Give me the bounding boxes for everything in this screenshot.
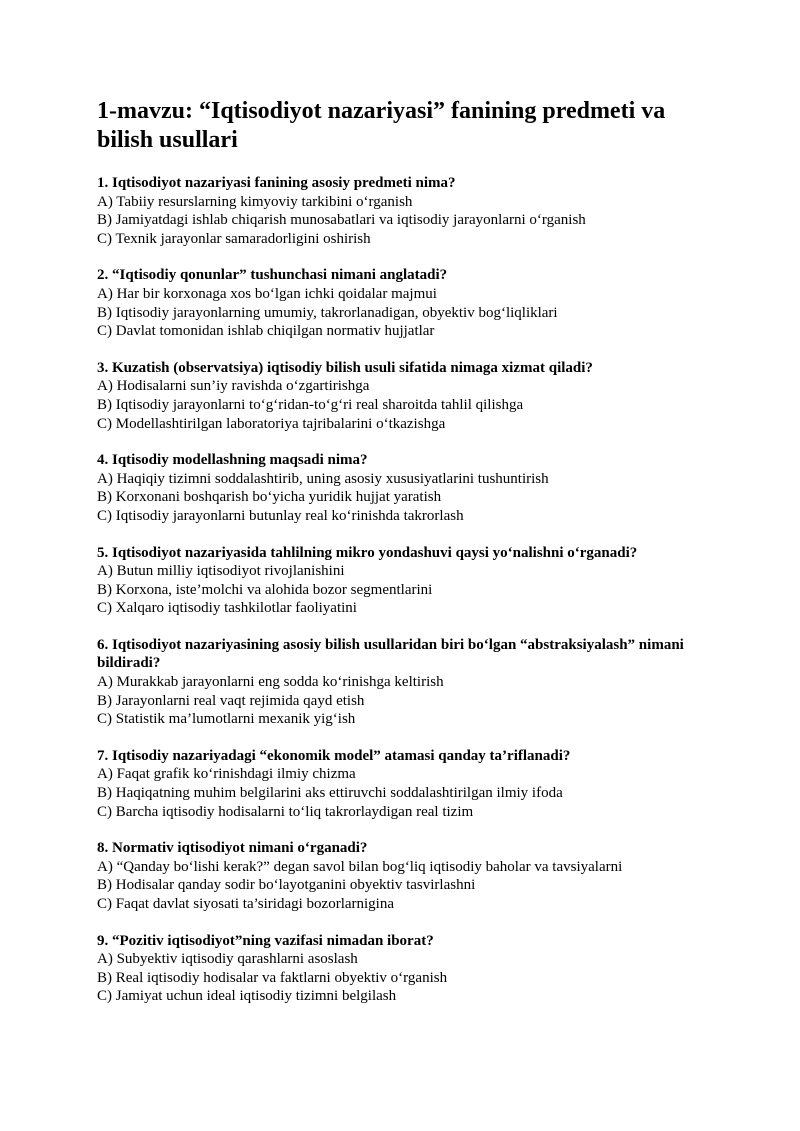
question-9 <box>97 932 717 1006</box>
answer-option-a: A) “Qanday boʻlishi kerak?” degan savol bilan bogʻliq iqtisodiy baholar va tavsiyalarni <box>97 858 623 875</box>
answer-option-c: C) Barcha iqtisodiy hodisalarni toʻliq takrorlaydigan real tizim <box>97 803 474 820</box>
question-text: 8. Normativ iqtisodiyot nimani oʻrganadi? <box>97 840 368 857</box>
answer-option-b: B) Korxona, iste’molchi va alohida bozor segmentlarini <box>97 581 433 598</box>
answer-option-a: A) Murakkab jarayonlarni eng sodda koʻrinishga keltirish <box>97 674 444 691</box>
answer-option-a: A) Butun milliy iqtisodiyot rivojlanishini <box>97 563 345 580</box>
answer-option-b: B) Korxonani boshqarish boʻyicha yuridik hujjat yaratish <box>97 489 442 506</box>
answer-option-c: C) Faqat davlat siyosati ta’siridagi bozorlarnigina <box>97 896 395 912</box>
question-text: 3. Kuzatish (observatsiya) iqtisodiy bilish usuli sifatida nimaga xizmat qiladi? <box>97 359 593 376</box>
document-page <box>97 97 717 1024</box>
document-title: 1-mavzu: “Iqtisodiyot nazariyasi” fanining predmeti va bilish usullari <box>97 98 666 153</box>
answer-option-a: A) Subyektiv iqtisodiy qarashlarni asoslash <box>97 951 358 968</box>
question-text: 9. “Pozitiv iqtisodiyot”ning vazifasi nimadan iborat? <box>97 932 434 949</box>
question-1 <box>97 174 717 248</box>
answer-option-b: B) Iqtisodiy jarayonlarni toʻgʻridan-toʻgʻri real sharoitda tahlil qilishga <box>97 396 524 413</box>
answer-option-a: A) Hodisalarni sun’iy ravishda oʻzgartirishga <box>97 378 370 395</box>
question-3 <box>97 359 717 433</box>
answer-option-c: C) Modellashtirilgan laboratoriya tajribalarini oʻtkazishga <box>97 415 446 432</box>
question-2 <box>97 266 717 340</box>
question-8 <box>97 839 717 913</box>
answer-option-a: A) Tabiiy resurslarning kimyoviy tarkibini oʻrganish <box>97 193 413 210</box>
question-4 <box>97 451 717 525</box>
question-text: 7. Iqtisodiy nazariyadagi “ekonomik model” atamasi qanday ta’riflanadi? <box>97 747 571 764</box>
answer-option-c: C) Iqtisodiy jarayonlarni butunlay real koʻrinishda takrorlash <box>97 507 464 524</box>
answer-option-b: B) Jamiyatdagi ishlab chiqarish munosabatlari va iqtisodiy jarayonlarni oʻrganish <box>97 212 586 229</box>
question-text: 2. “Iqtisodiy qonunlar” tushunchasi nimani anglatadi? <box>97 267 448 284</box>
question-text: 5. Iqtisodiyot nazariyasida tahlilning mikro yondashuvi qaysi yoʻnalishni oʻrganadi? <box>97 544 638 561</box>
question-text: 4. Iqtisodiy modellashning maqsadi nima? <box>97 452 368 469</box>
answer-option-c: C) Texnik jarayonlar samaradorligini oshirish <box>97 230 371 247</box>
question-text: 6. Iqtisodiyot nazariyasining asosiy bilish usullaridan biri boʻlgan “abstraksiyalash” nimani bildiradi? <box>97 636 684 672</box>
answer-option-c: C) Jamiyat uchun ideal iqtisodiy tizimni belgilash <box>97 988 397 1005</box>
answer-option-b: B) Haqiqatning muhim belgilarini aks ettiruvchi soddalashtirilgan ilmiy ifoda <box>97 785 563 802</box>
answer-option-b: B) Iqtisodiy jarayonlarning umumiy, takrorlanadigan, obyektiv bogʻliqliklari <box>97 304 558 321</box>
answer-option-b: B) Real iqtisodiy hodisalar va faktlarni obyektiv oʻrganish <box>97 969 448 986</box>
question-6 <box>97 636 717 729</box>
answer-option-c: C) Statistik ma’lumotlarni mexanik yigʻish <box>97 711 356 728</box>
answer-option-a: A) Haqiqiy tizimni soddalashtirib, uning asosiy xususiyatlarini tushuntirish <box>97 470 549 487</box>
answer-option-a: A) Faqat grafik koʻrinishdagi ilmiy chizma <box>97 766 356 783</box>
question-7 <box>97 747 717 821</box>
answer-option-c: C) Xalqaro iqtisodiy tashkilotlar faoliyatini <box>97 600 357 617</box>
question-5 <box>97 544 717 618</box>
answer-option-b: B) Jarayonlarni real vaqt rejimida qayd etish <box>97 692 365 709</box>
answer-option-b: B) Hodisalar qanday sodir boʻlayotganini obyektiv tasvirlashni <box>97 877 476 894</box>
question-text: 1. Iqtisodiyot nazariyasi fanining asosiy predmeti nima? <box>97 175 456 191</box>
answer-option-a: A) Har bir korxonaga xos boʻlgan ichki qoidalar majmui <box>97 285 437 302</box>
answer-option-c: C) Davlat tomonidan ishlab chiqilgan normativ hujjatlar <box>97 323 435 340</box>
